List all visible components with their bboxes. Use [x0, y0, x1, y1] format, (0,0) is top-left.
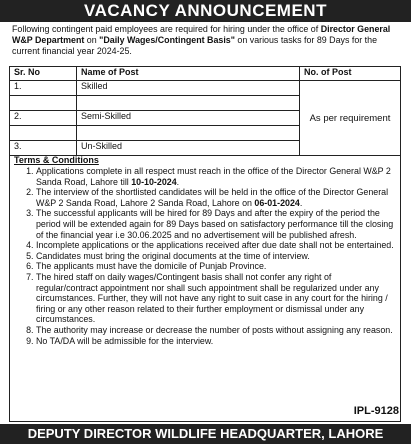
term-item: 8. The authority may increase or decrease the number of posts without assigning any reason.	[36, 325, 394, 336]
intro-text-2: on	[84, 35, 100, 45]
page-title: VACANCY ANNOUNCEMENT	[0, 0, 411, 22]
reference-number: IPL-9128	[353, 405, 399, 417]
term-item: 6. The applicants must have the domicile of Punjab Province.	[36, 261, 394, 272]
terms-section	[9, 154, 401, 422]
table-header-row	[10, 67, 401, 81]
term-item: 4. Incomplete applications or the applications received after due date shall not be entertained.	[36, 240, 394, 251]
term-item: 7. The hired staff on daily wages/Contingent basis shall not confer any right of regular/contract appointment nor shall such appointment shall be regularized under any circumstances. Further, they will not have any right to suit case in any court for the hiring / firing or any other reason related to their further employment or dismissal under any circumstances.	[36, 272, 394, 325]
footer-issuer: DEPUTY DIRECTOR WILDLIFE HEADQUARTER, LAHORE	[0, 424, 411, 444]
sr-cell: 1.	[10, 81, 77, 96]
intro-basis: "Daily Wages/Contingent Basis"	[99, 35, 235, 45]
term-item: 9. No TA/DA will be admissible for the interview.	[36, 336, 394, 347]
term-item: 5. Candidates must bring the original documents at the time of interview.	[36, 251, 394, 262]
terms-title: Terms & Conditions	[14, 155, 99, 165]
intro-text-1: Following contingent paid employees are required for hiring under the office of	[12, 24, 321, 34]
intro-office: Director General W&P Department	[12, 24, 391, 45]
sr-cell: 2.	[10, 111, 77, 126]
column-header-count: No. of Post	[300, 67, 401, 81]
column-header-sr: Sr. No	[10, 67, 77, 81]
post-cell: Skilled	[77, 81, 300, 96]
term-item: 1. Applications complete in all respect must reach in the office of the Director General W&P 2 Sanda Road, Lahore till 10-10-2024.	[36, 166, 394, 187]
column-header-post: Name of Post	[77, 67, 300, 81]
post-cell: Un-Skilled	[77, 141, 300, 156]
term-item: 3. The successful applicants will be hired for 89 Days and after the expiry of the period the period will be extended again for 89 Days based on satisfactory performance till the closing of the financial year i.e 30.06.2025 and no advertisement will be published afresh.	[36, 208, 394, 240]
posts-remark: As per requirement	[300, 81, 401, 156]
term-item: 2. The interview of the shortlisted candidates will be held in the office of the Director General W&P 2 Sanda Road, Lahore 2 Sanda Road, Lahore on 06-01-2024.	[36, 187, 394, 208]
posts-table	[9, 66, 401, 156]
post-cell: Semi-Skilled	[77, 111, 300, 126]
terms-list	[10, 166, 400, 346]
sr-cell: 3.	[10, 141, 77, 156]
table-row	[10, 81, 401, 96]
intro-text-3: on various tasks for 89 Days for the current financial year 2024-25.	[12, 35, 378, 56]
intro-paragraph	[12, 24, 402, 57]
